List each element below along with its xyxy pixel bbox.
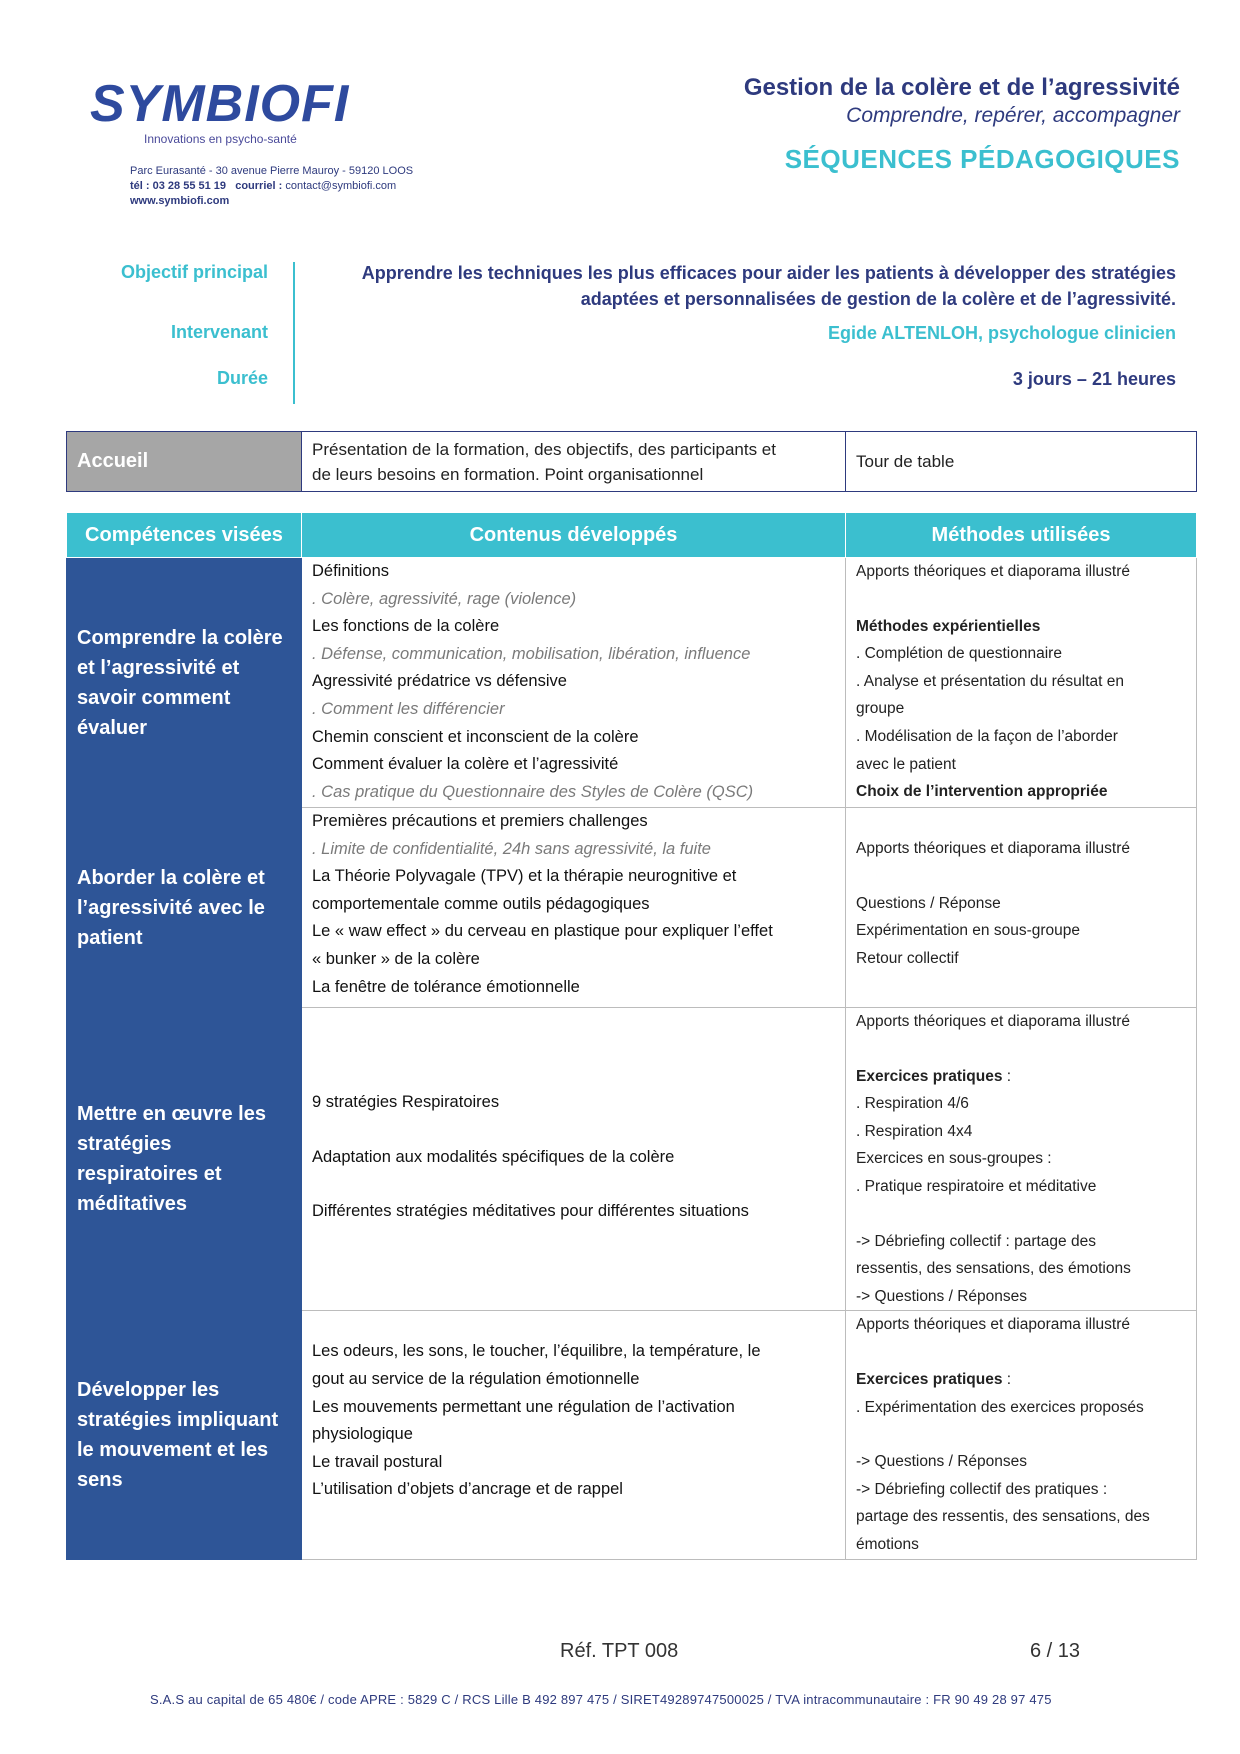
content-cell-line: Définitions <box>312 562 390 580</box>
header-methods: Méthodes utilisées <box>846 513 1197 558</box>
skill-line: méditatives <box>77 1193 188 1216</box>
table-row <box>67 1008 1197 1311</box>
spacer <box>312 1117 835 1144</box>
skill-line: savoir comment <box>77 686 231 709</box>
company-phone-email <box>130 179 470 194</box>
document-subtitle: Comprendre, repérer, accompagner <box>846 104 1180 127</box>
company-address: Parc Eurasanté - 30 avenue Pierre Mauroy - 59120 LOOS <box>130 165 414 177</box>
methods-cell <box>846 1008 1197 1311</box>
speaker-label: Intervenant <box>170 322 268 342</box>
methods-cell-line: ressentis, des sensations, des émotions <box>856 1260 1131 1278</box>
document-title: Gestion de la colère et de l’agressivité <box>743 74 1180 101</box>
methods-cell-line: . Modélisation de la façon de l’aborder <box>856 727 1118 745</box>
content-cell-line: . Comment les différencier <box>312 699 505 718</box>
methods-cell-line: Apports théoriques et diaporama illustré <box>856 1316 1130 1334</box>
methods-cell-line: Choix de l’intervention appropriée <box>856 783 1108 801</box>
methods-cell-line: Apports théoriques et diaporama illustré <box>856 1013 1130 1030</box>
methods-cell-line: -> Questions / Réponses <box>856 1287 1028 1305</box>
duration-value: 3 jours – 21 heures <box>1012 369 1176 389</box>
table-header-row <box>67 513 1197 558</box>
methods-cell-line: Exercices pratiques : <box>856 1067 1012 1085</box>
skill-line: patient <box>77 926 143 949</box>
spacer <box>856 808 1186 835</box>
spacer <box>312 1062 835 1089</box>
content-cell-line: Agressivité prédatrice vs défensive <box>312 672 567 691</box>
speaker-value: Egide ALTENLOH, psychologue clinicien <box>827 323 1176 343</box>
content-cell-line: Les fonctions de la colère <box>312 617 500 636</box>
content-cell-line: Chemin conscient et inconscient de la colère <box>312 727 639 746</box>
spacer <box>312 1171 835 1198</box>
spacer <box>856 1421 1186 1448</box>
content-cell <box>302 1008 846 1311</box>
content-cell-line: . Défense, communication, mobilisation, libération, influence <box>312 644 751 663</box>
methods-cell-line: -> Débriefing collectif : partage des <box>856 1232 1096 1250</box>
spacer <box>312 1035 835 1062</box>
content-cell-line: Premières précautions et premiers challenges <box>312 812 648 830</box>
methods-cell <box>846 1311 1197 1559</box>
methods-cell-line: . Respiration 4x4 <box>856 1122 973 1140</box>
methods-cell-line: -> Débriefing collectif des pratiques : <box>856 1480 1108 1498</box>
content-cell-line: Adaptation aux modalités spécifiques de la colère <box>312 1147 675 1166</box>
accueil-label: Accueil <box>67 432 302 492</box>
spacer <box>312 1311 835 1338</box>
spacer <box>312 1008 835 1035</box>
section-title: SÉQUENCES PÉDAGOGIQUES <box>784 144 1180 174</box>
company-logo <box>90 75 470 209</box>
content-cell-line: La Théorie Polyvagale (TPV) et la thérapie neurognitive et <box>312 867 737 886</box>
bold-term: Exercices pratiques <box>856 1370 1003 1388</box>
accueil-row <box>67 432 1197 492</box>
skill-line: respiratoires et <box>77 1163 222 1186</box>
content-cell-line: Les odeurs, les sons, le toucher, l’équilibre, la température, le <box>312 1342 761 1361</box>
skill-line: évaluer <box>77 716 148 739</box>
content-cell-line: « bunker » de la colère <box>312 949 480 968</box>
methods-cell-line: . Analyse et présentation du résultat en <box>856 672 1124 690</box>
methods-cell <box>846 808 1197 1008</box>
email-label: courriel : <box>235 180 283 192</box>
page-number: 6 / 13 <box>1030 1640 1081 1662</box>
content-cell-line: 9 stratégies Respiratoires <box>312 1093 500 1111</box>
sequences-table <box>66 512 1197 1560</box>
methods-cell-line: Expérimentation en sous-groupe <box>856 922 1081 940</box>
document-title-block <box>744 74 1180 175</box>
skill-cell <box>67 808 302 1008</box>
methods-cell-line: Apports théoriques et diaporama illustré <box>856 840 1130 857</box>
spacer <box>856 586 1186 613</box>
table-row <box>67 1311 1197 1559</box>
methods-cell-line: . Respiration 4/6 <box>856 1095 969 1113</box>
legal-mentions: S.A.S au capital de 65 480€ / code APRE : 5829 C / RCS Lille B 492 897 475 / SIRET49289747500025 / TVA intracommunautaire : FR 90 49 28 97 475 <box>150 1692 1052 1707</box>
info-divider <box>293 262 295 404</box>
methods-cell-line: Méthodes expérientielles <box>856 617 1041 635</box>
methods-cell-line: Exercices en sous-groupes : <box>856 1150 1052 1168</box>
methods-cell-line: avec le patient <box>856 755 956 773</box>
methods-cell-line: Apports théoriques et diaporama illustré <box>856 563 1130 580</box>
content-cell-line: . Limite de confidentialité, 24h sans agressivité, la fuite <box>312 839 711 858</box>
content-cell-line: physiologique <box>312 1425 413 1444</box>
tel-label: tél : <box>130 180 150 192</box>
email-value: contact@symbiofi.com <box>285 180 397 192</box>
skill-line: Mettre en œuvre les <box>77 1103 266 1126</box>
skill-line: Comprendre la colère <box>77 626 283 649</box>
content-cell <box>302 808 846 1008</box>
company-contact <box>130 164 470 209</box>
tel-value: 03 28 55 51 19 <box>152 180 227 192</box>
logo-tagline: Innovations en psycho-santé <box>144 132 297 146</box>
methods-cell-line: Questions / Réponse <box>856 894 1001 912</box>
skill-cell <box>67 1311 302 1559</box>
spacer <box>856 863 1186 890</box>
accueil-content-line: Présentation de la formation, des objectifs, des participants et <box>312 439 776 459</box>
skill-line: et l’agressivité et <box>77 656 240 679</box>
bold-term: Exercices pratiques <box>856 1067 1003 1085</box>
content-cell <box>302 558 846 808</box>
header-contents: Contenus développés <box>302 513 846 558</box>
objective-line-2: adaptées et personnalisées de gestion de la colère et de l’agressivité. <box>580 289 1176 309</box>
objective-label: Objectif principal <box>120 262 268 282</box>
content-cell-line: Comment évaluer la colère et l’agressivité <box>312 755 619 774</box>
content-cell-line: . Cas pratique du Questionnaire des Styles de Colère (QSC) <box>312 782 754 801</box>
skill-cell <box>67 558 302 808</box>
methods-cell-line: -> Questions / Réponses <box>856 1453 1028 1471</box>
accueil-content-line: de leurs besoins en formation. Point organisationnel <box>312 464 704 484</box>
skill-line: Aborder la colère et <box>77 866 265 889</box>
methods-cell-line: . Pratique respiratoire et méditative <box>856 1177 1097 1195</box>
spacer <box>856 1339 1186 1366</box>
table-row <box>67 558 1197 808</box>
content-cell-line: La fenêtre de tolérance émotionnelle <box>312 977 580 996</box>
methods-cell-line: partage des ressentis, des sensations, des <box>856 1508 1150 1526</box>
content-cell-line: L’utilisation d’objets d’ancrage et de rappel <box>312 1480 623 1499</box>
accueil-method: Tour de table <box>846 432 1197 492</box>
methods-cell-line: . Complétion de questionnaire <box>856 645 1062 663</box>
content-cell-line: gout au service de la régulation émotionnelle <box>312 1369 640 1388</box>
skill-line: stratégies impliquant <box>77 1408 279 1431</box>
company-website: www.symbiofi.com <box>130 195 230 207</box>
skill-line: l’agressivité avec le <box>77 896 265 919</box>
content-cell-line: . Colère, agressivité, rage (violence) <box>312 589 577 608</box>
skill-line: stratégies <box>77 1133 172 1156</box>
methods-cell-line: Exercices pratiques : <box>856 1370 1012 1388</box>
skill-cell <box>67 1008 302 1311</box>
methods-cell-line: . Expérimentation des exercices proposés <box>856 1398 1144 1416</box>
content-cell-line: Les mouvements permettant une régulation de l’activation <box>312 1397 735 1416</box>
content-cell-line: Le « waw effect » du cerveau en plastique pour expliquer l’effet <box>312 922 773 941</box>
skill-line: Développer les <box>77 1378 220 1401</box>
logo-wordmark: SYMBIOFI <box>90 75 350 133</box>
accueil-table <box>66 431 1197 492</box>
objective-line-1: Apprendre les techniques les plus efficaces pour aider les patients à développer des stratégies <box>361 263 1176 283</box>
methods-cell-line: Retour collectif <box>856 949 959 967</box>
table-row <box>67 808 1197 1008</box>
spacer <box>856 1036 1186 1063</box>
accueil-content <box>302 432 846 492</box>
content-cell-line: Différentes stratégies méditatives pour différentes situations <box>312 1202 749 1221</box>
methods-cell-line: émotions <box>856 1535 919 1553</box>
skill-line: le mouvement et les <box>77 1438 269 1461</box>
content-cell <box>302 1311 846 1559</box>
skill-line: sens <box>77 1468 123 1491</box>
methods-cell-line: groupe <box>856 700 905 718</box>
spacer <box>856 1201 1186 1228</box>
content-cell-line: comportementale comme outils pédagogiques <box>312 894 650 913</box>
duration-label: Durée <box>216 368 268 388</box>
header-skills: Compétences visées <box>67 513 302 558</box>
footer-reference: Réf. TPT 008 <box>560 1640 679 1662</box>
methods-cell <box>846 558 1197 808</box>
content-cell-line: Le travail postural <box>312 1452 443 1471</box>
